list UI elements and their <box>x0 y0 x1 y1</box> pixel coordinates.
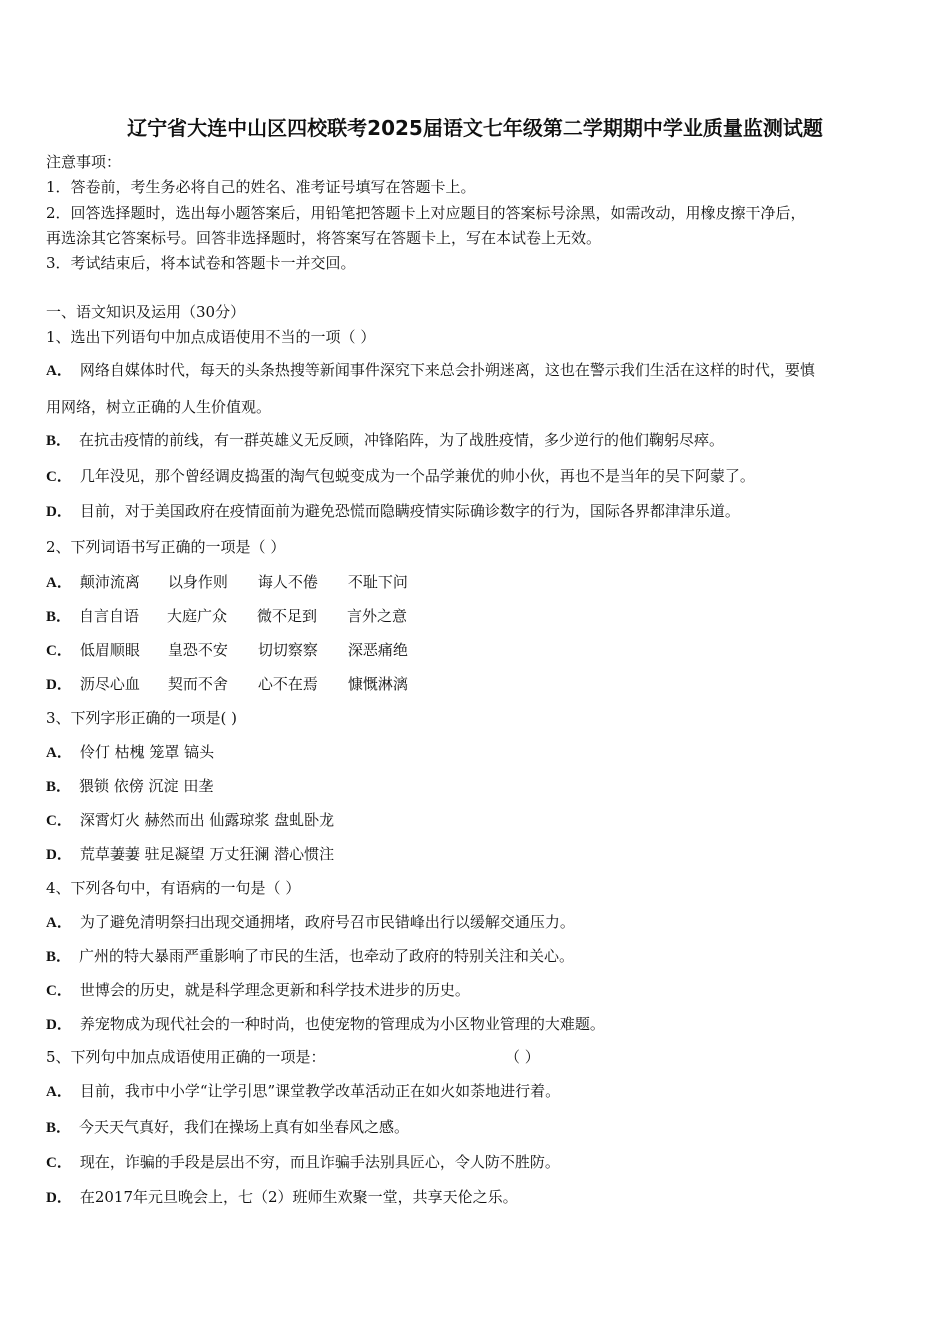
option-label: C． <box>46 643 72 659</box>
q2-stem: 2、下列词语书写正确的一项是（ ） <box>46 538 286 556</box>
word: 低眉顺眼 <box>79 641 140 659</box>
option-label: A． <box>46 363 72 379</box>
word: 深恶痛绝 <box>347 641 408 659</box>
option-text: 在2017年元旦晚会上，七（2）班师生欢聚一堂，共享天伦之乐。 <box>79 1188 518 1206</box>
q4-stem: 4、下列各句中，有语病的一句是（ ） <box>46 879 301 897</box>
q5-option-d <box>46 1187 518 1208</box>
q2-option-b <box>46 606 407 627</box>
q4-option-d <box>46 1014 605 1035</box>
option-text: 世博会的历史，就是科学理念更新和科学技术进步的历史。 <box>79 981 470 999</box>
notice-1: 1．答卷前，考生务必将自己的姓名、准考证号填写在答题卡上。 <box>46 178 476 196</box>
option-label: D． <box>46 1017 72 1033</box>
q1-option-c <box>46 466 755 487</box>
q5-option-b <box>46 1117 409 1138</box>
exam-title: 辽宁省大连中山区四校联考2025届语文七年级第二学期期中学业质量监测试题 <box>127 116 823 140</box>
option-text: 网络自媒体时代，每天的头条热搜等新闻事件深究下来总会扑朔迷离，这也在警示我们生活在这样的时代，要慎 <box>79 361 815 379</box>
q4-option-b <box>46 946 574 967</box>
option-text: 荒草萋萋 驻足凝望 万丈狂澜 潜心惯注 <box>79 845 335 863</box>
word: 颠沛流离 <box>79 573 140 591</box>
option-text: 广州的特大暴雨严重影响了市民的生活，也牵动了政府的特别关注和关心。 <box>79 947 575 965</box>
option-label: C． <box>46 469 72 485</box>
option-label: B． <box>46 609 72 625</box>
q2-option-c <box>46 640 408 661</box>
option-label: D． <box>46 847 72 863</box>
section-heading: 一、语文知识及运用（30分） <box>46 303 246 321</box>
q4-option-c <box>46 980 470 1001</box>
q1-option-d <box>46 501 740 522</box>
word: 以身作则 <box>167 573 228 591</box>
q5-stem-text: 5、下列句中加点成语使用正确的一项是： <box>46 1048 326 1066</box>
q3-option-d <box>46 844 334 865</box>
option-label: C． <box>46 1155 72 1171</box>
option-label: B． <box>46 1120 72 1136</box>
q5-option-a <box>46 1081 560 1102</box>
option-text: 目前，我市中小学“让学引思”课堂教学改革活动正在如火如荼地进行着。 <box>79 1082 561 1100</box>
q5-option-c <box>46 1152 560 1173</box>
option-text: 今天天气真好，我们在操场上真有如坐春风之感。 <box>79 1118 410 1136</box>
word: 契而不舍 <box>167 675 228 693</box>
q1-option-a-cont: 用网络，树立正确的人生价值观。 <box>46 398 272 416</box>
word: 不耻下问 <box>347 573 408 591</box>
option-text: 养宠物成为现代社会的一种时尚，也使宠物的管理成为小区物业管理的大难题。 <box>79 1015 605 1033</box>
q2-option-d <box>46 674 408 695</box>
option-label: D． <box>46 677 72 693</box>
notice-heading: 注意事项： <box>46 153 122 171</box>
option-label: B． <box>46 779 72 795</box>
notice-2-cont: 再选涂其它答案标号。回答非选择题时，将答案写在答题卡上，写在本试卷上无效。 <box>46 229 602 247</box>
word: 微不足到 <box>257 607 318 625</box>
option-label: A． <box>46 745 72 761</box>
word: 诲人不倦 <box>257 573 318 591</box>
option-text: 猥锁 依傍 沉淀 田垄 <box>79 777 214 795</box>
option-text: 目前，对于美国政府在疫情面前为避免恐慌而隐瞒疫情实际确诊数字的行为，国际各界都津津乐道。 <box>79 502 740 520</box>
option-label: D． <box>46 1190 72 1206</box>
q3-option-c <box>46 810 334 831</box>
q4-option-a <box>46 912 575 933</box>
option-label: C． <box>46 983 72 999</box>
option-label: A． <box>46 915 72 931</box>
word: 慷慨淋漓 <box>347 675 408 693</box>
option-label: A． <box>46 575 72 591</box>
word: 自言自语 <box>79 607 140 625</box>
option-text: 几年没见，那个曾经调皮捣蛋的淘气包蜕变成为一个品学兼优的帅小伙，再也不是当年的吴下阿蒙了。 <box>79 467 755 485</box>
q3-option-a <box>46 742 214 763</box>
q3-stem: 3、下列字形正确的一项是( ) <box>46 709 238 727</box>
word: 皇恐不安 <box>167 641 228 659</box>
q1-option-b <box>46 430 724 451</box>
option-text: 现在，诈骗的手段是层出不穷，而且诈骗手法别具匠心，令人防不胜防。 <box>79 1153 560 1171</box>
option-text: 为了避免清明祭扫出现交通拥堵，政府号召市民错峰出行以缓解交通压力。 <box>79 913 575 931</box>
word: 心不在焉 <box>257 675 318 693</box>
option-label: C． <box>46 813 72 829</box>
option-text: 伶仃 枯槐 笼罩 镐头 <box>79 743 215 761</box>
option-label: B． <box>46 433 72 449</box>
q1-stem: 1、选出下列语句中加点成语使用不当的一项（ ） <box>46 328 376 346</box>
option-label: A． <box>46 1084 72 1100</box>
word: 切切察察 <box>257 641 318 659</box>
q1-option-a <box>46 360 815 381</box>
notice-3: 3．考试结束后，将本试卷和答题卡一并交回。 <box>46 254 356 272</box>
q5-stem <box>46 1047 326 1067</box>
notice-2: 2．回答选择题时，选出每小题答案后，用铅笔把答题卡上对应题目的答案标号涂黑，如需改动，用橡皮擦干净后， <box>46 204 806 222</box>
q5-answer-paren: （ ） <box>505 1048 540 1066</box>
option-text: 在抗击疫情的前线，有一群英雄义无反顾，冲锋陷阵，为了战胜疫情，多少逆行的他们鞠躬尽瘁。 <box>79 431 725 449</box>
option-label: D． <box>46 504 72 520</box>
word: 言外之意 <box>347 607 408 625</box>
q3-option-b <box>46 776 213 797</box>
option-label: B． <box>46 949 72 965</box>
q2-option-a <box>46 572 408 593</box>
word: 大庭广众 <box>167 607 228 625</box>
option-text: 深霄灯火 赫然而出 仙露琼浆 盘虬卧龙 <box>79 811 335 829</box>
word: 沥尽心血 <box>79 675 140 693</box>
